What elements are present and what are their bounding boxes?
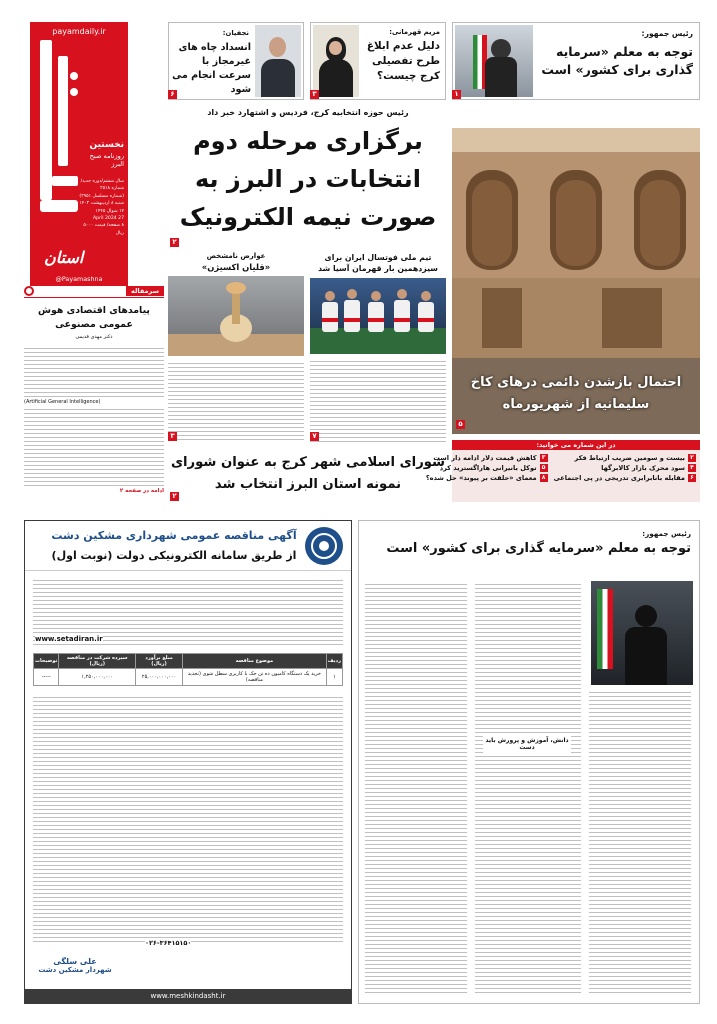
inside-item-text: سود محرک بازار کالابرگها <box>601 464 685 472</box>
page-badge-1: ۱ <box>452 90 461 99</box>
tender-footer <box>25 989 351 1003</box>
council-title[interactable]: شورای اسلامی شهر کرج به عنوان شورای نمونه استان البرز انتخاب شد <box>170 455 446 492</box>
inside-grid <box>425 450 700 486</box>
hookah-title: «قلیان اکسیژن» <box>201 262 271 272</box>
publication-meta <box>76 178 124 237</box>
qahremani-photo <box>313 25 359 97</box>
team-illustration <box>310 278 446 354</box>
editorial[interactable] <box>24 286 164 498</box>
cell-row: ۱ <box>326 669 342 686</box>
hookah-photo <box>168 276 304 356</box>
president-photo <box>455 25 533 97</box>
editorial-more[interactable]: ادامه در صفحه ۲ <box>119 488 164 494</box>
council-page-badge: ۲ <box>170 492 179 501</box>
table-row <box>34 669 343 686</box>
logo-mark <box>34 36 82 232</box>
inside-item[interactable] <box>426 453 548 463</box>
tender-subtitle: از طریق سامانه الکترونیکی دولت (نوبت اول) <box>51 549 297 562</box>
inside-item-text: کاهش قیمت دلار ادامه دار است <box>433 454 537 462</box>
meta-gregorian: 27 April 2024 <box>93 216 124 222</box>
inside-box <box>425 440 700 502</box>
hookah-story[interactable] <box>168 252 304 442</box>
cell-subject: خرید یک دستگاه کامیون ده تن جک با کاربری سطل شوی (تجدید مناقصه) <box>183 669 327 686</box>
cell-notes: ----- <box>34 669 59 686</box>
meta-hijri: ۱۷ شوال ۱۴۴۵ <box>95 208 124 214</box>
palace-photo[interactable] <box>452 128 700 434</box>
logo-sub: استان <box>44 248 84 267</box>
meta-issue: سال ششم/دوره جدید/شماره ۲۵۱۸ <box>80 179 124 192</box>
editorial-author: دکتر مهدی قدیمی <box>75 334 113 340</box>
hookah-illustration <box>168 276 304 356</box>
lead-page-badge: ۲ <box>170 238 179 247</box>
palace-caption: احتمال بازشدن دائمی درهای کاخ سلیمانیه از شهریورماه <box>470 375 682 412</box>
cell-deposit: ۱,۲۵۰,۰۰۰,۰۰۰ <box>59 669 136 686</box>
cell-estimate: ۲۵,۰۰۰,۰۰۰,۰۰۰ <box>136 669 183 686</box>
tender-footer-url[interactable]: www.meshkindasht.ir <box>150 992 226 1000</box>
feature-photo <box>591 581 693 685</box>
inside-item-num: ۳ <box>540 454 548 462</box>
meta-serial: (شماره مسلسل ۲۹۵۱) <box>79 193 124 199</box>
hookah-page-badge: ۳ <box>168 432 177 441</box>
tender-phone: ۰۲۶-۳۶۴۱۵۱۵۰ <box>145 939 192 947</box>
th-estimate: مبلغ برآورد (ریال) <box>136 654 183 669</box>
top-story-3[interactable] <box>168 22 304 100</box>
hookah-kicker: عوارض نامشخص <box>206 252 266 260</box>
top-story-2-title: دلیل عدم ابلاغ طرح تفصیلی کرج چیست؟ <box>366 40 440 82</box>
futsal-photo <box>310 278 446 354</box>
tender-table <box>33 653 343 686</box>
editorial-english: (Artificial General Intelligence) <box>24 399 101 405</box>
inside-item[interactable] <box>554 473 696 483</box>
inside-item-num: ۴ <box>688 464 696 472</box>
municipality-emblem <box>305 527 343 565</box>
site-url[interactable]: payamdaily.ir <box>52 27 106 36</box>
editorial-ring-icon <box>24 286 34 296</box>
top-story-1-kicker: رئیس جمهور: <box>641 29 693 38</box>
tender-table-header <box>34 654 343 669</box>
tender-website[interactable]: www.setadiran.ir <box>35 635 103 643</box>
lead-kicker: رئیس حوزه انتخابیه کرج، فردیس و اشتهارد خبر داد <box>207 108 409 117</box>
feature-col-2 <box>475 581 581 993</box>
top-story-2-kicker: مریم قهرمانی: <box>389 28 440 36</box>
signature-title: شهردار مشکین دشت <box>38 966 112 974</box>
handle[interactable]: @Payamashna <box>55 275 103 283</box>
futsal-page-badge: ۷ <box>310 432 319 441</box>
feature-article[interactable] <box>358 520 700 1004</box>
futsal-body <box>310 358 446 444</box>
th-notes: توضیحات <box>34 654 59 669</box>
inside-header: در این شماره می خوانید: <box>452 440 700 450</box>
tender-signature <box>35 957 115 974</box>
inside-item[interactable] <box>426 473 548 483</box>
feature-col-3 <box>365 581 467 993</box>
top-story-3-kicker: نجفیان: <box>222 29 249 37</box>
editorial-label-bar <box>24 286 164 298</box>
tagline: روزنامه صبح البرز <box>89 152 124 168</box>
masthead <box>30 22 128 286</box>
futsal-title: تیم ملی فوتسال ایران برای سیزدهمین بار قهرمان آسیا شد <box>318 253 438 273</box>
tagline-top: نخستین <box>89 140 124 150</box>
tender-title: آگهی مناقصه عمومی شهرداری مشکین دشت <box>51 529 297 542</box>
lead-title[interactable]: برگزاری مرحله دوم انتخابات در البرز به صورت نیمه الکترونیک <box>179 127 437 231</box>
page-badge-3: ۳ <box>310 90 319 99</box>
tender-ad[interactable] <box>24 520 352 1004</box>
emblem-icon <box>305 527 343 565</box>
th-subject: موضوع مناقصه <box>183 654 327 669</box>
editorial-title: پیامدهای اقتصادی هوش عمومی مصنوعی <box>38 305 150 330</box>
top-story-1-title: توجه به معلم «سرمایه گذاری برای کشور» است <box>541 44 693 77</box>
tender-terms <box>33 694 343 944</box>
tender-header <box>25 521 351 571</box>
inside-item[interactable] <box>554 453 696 463</box>
palace-page-badge: ۵ <box>456 420 465 429</box>
logo <box>34 36 82 232</box>
th-row: ردیف <box>326 654 342 669</box>
editorial-body-1 <box>24 345 164 399</box>
signature-name: علی سلگی <box>53 957 97 966</box>
inside-item-num: ۵ <box>540 464 548 472</box>
th-deposit: سپرده شرکت در مناقصه (ریال) <box>59 654 136 669</box>
feature-subhead: دانش، آموزش و پرورش باید دست <box>483 735 571 753</box>
feature-title: توجه به معلم «سرمایه گذاری برای کشور» است <box>386 541 691 556</box>
editorial-label: سرمقاله <box>126 286 164 296</box>
najafian-photo <box>255 25 301 97</box>
top-story-3-title: انسداد چاه های غیرمجاز با سرعت انجام می شود <box>172 42 251 95</box>
inside-item-text: مقابله بانابرابری تدریجی در پی اجتماعی <box>553 474 685 482</box>
inside-item-text: بیست و سومین ضریب ارتباط فکر <box>574 454 685 462</box>
inside-item-num: ۸ <box>540 474 548 482</box>
inside-item-text: معمای «حلقت بر پیوند» حل شده؟ <box>425 474 537 482</box>
inside-item[interactable] <box>426 463 548 473</box>
hookah-body <box>168 360 304 442</box>
top-story-2[interactable] <box>310 22 446 100</box>
feature-kicker: رئیس جمهور: <box>642 529 691 538</box>
futsal-story[interactable] <box>310 252 446 442</box>
editorial-body-2 <box>24 406 164 486</box>
inside-item-num: ۲ <box>688 454 696 462</box>
page-badge-6: ۶ <box>168 90 177 99</box>
top-story-1[interactable] <box>452 22 700 100</box>
feature-col-1 <box>589 689 691 993</box>
inside-item[interactable] <box>554 463 696 473</box>
inside-item-text: توکل بانیرانی هاراگسترید کرد <box>439 464 537 472</box>
meta-pages: ۸ صفحه/ قیمت ۵۰۰۰ ریال <box>83 223 124 236</box>
meta-date: شنبه ۸ اردیبهشت ۱۴۰۳ <box>79 201 124 207</box>
inside-item-num: ۶ <box>688 474 696 482</box>
